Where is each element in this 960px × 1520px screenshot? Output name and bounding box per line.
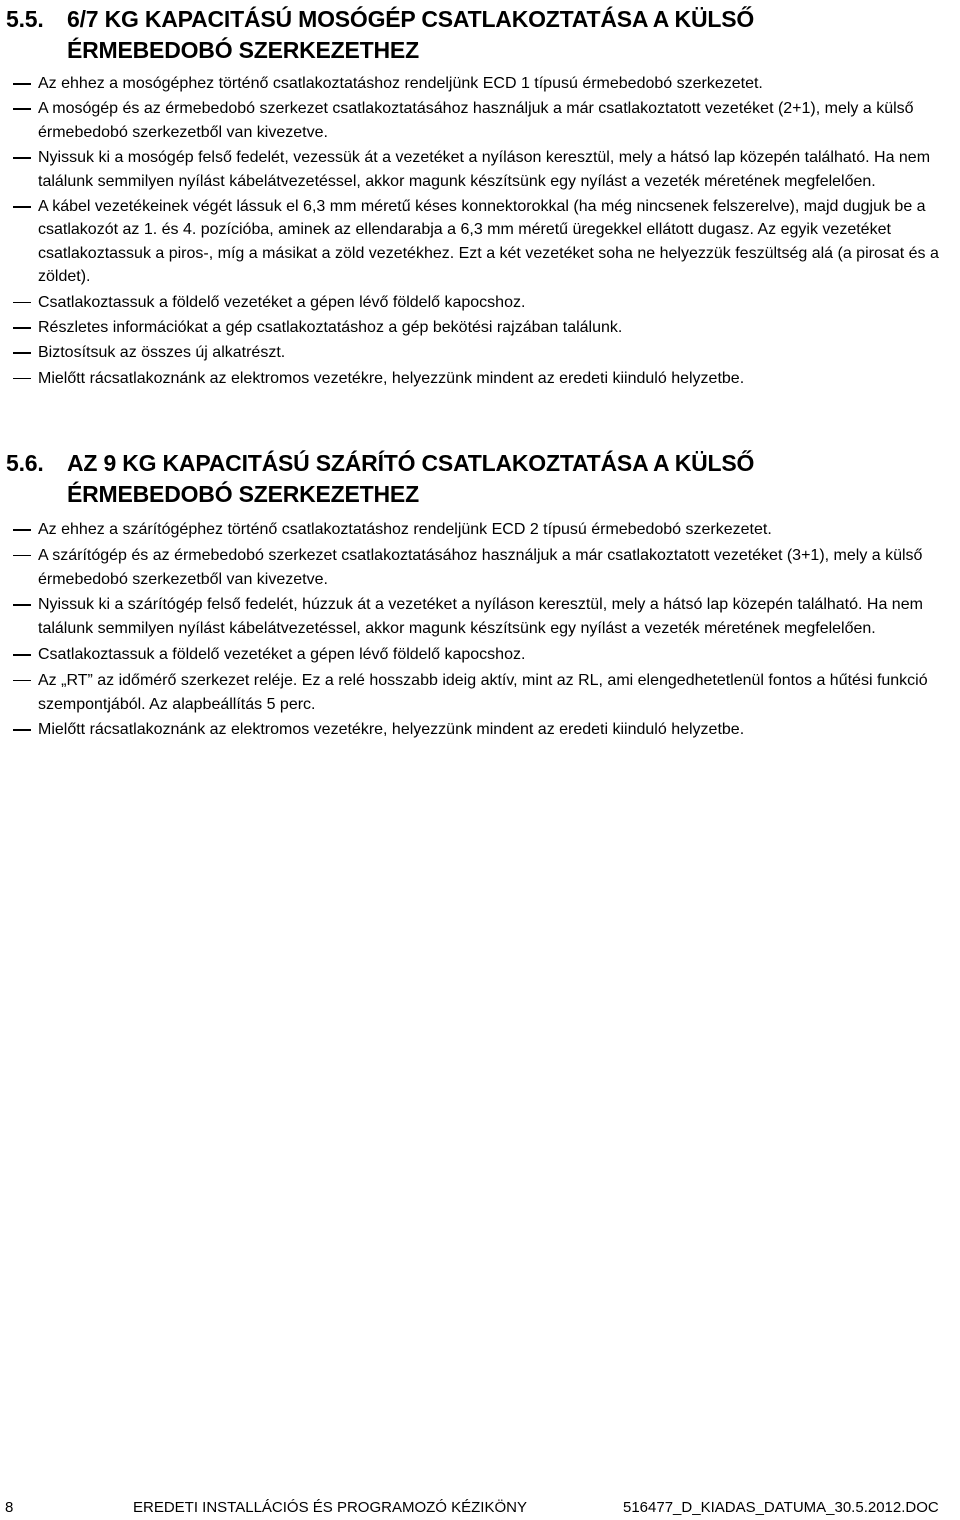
- dash-bullet: [13, 555, 31, 557]
- dash-bullet: [13, 680, 31, 682]
- dash-bullet: [13, 206, 31, 208]
- instruction-list: [0, 518, 960, 742]
- list-item: [0, 97, 960, 144]
- list-item: [0, 718, 960, 742]
- page-footer: [0, 1498, 960, 1518]
- list-item: [0, 669, 960, 717]
- section-title-line: ÉRMEBEDOBÓ SZERKEZETHEZ: [67, 481, 419, 507]
- list-item: [0, 72, 960, 95]
- list-item: [0, 544, 960, 592]
- list-item-text: A mosógép és az érmebedobó szerkezet csatlakoztatásához használjuk a már csatlakoztatott vezetéket (2+1), mely a külső érmebedobó szerkezetből van kivezetve.: [38, 100, 914, 141]
- list-item: [0, 643, 960, 667]
- list-item-text: Nyissuk ki a mosógép felső fedelét, vezessük át a vezetéket a nyíláson keresztül, mely a hátsó lap közepén található. Ha nem találunk semmilyen nyílást kábelátvezetéssel, akkor magunk készítsünk egy nyílást a vezeték méretének megfelelően.: [38, 149, 931, 190]
- list-item: [0, 195, 960, 289]
- dash-bullet: [13, 327, 31, 329]
- section-number: 5.6.: [6, 450, 44, 476]
- page-number: 8: [5, 1499, 14, 1516]
- section-title-line: AZ 9 KG KAPACITÁSÚ SZÁRÍTÓ CSATLAKOZTATÁSA A KÜLSŐ: [67, 450, 755, 476]
- list-item-text: Nyissuk ki a szárítógép felső fedelét, húzzuk át a vezetéket a nyíláson keresztül, mely a hátsó lap közepén található. Ha nem találunk semmilyen nyílást kábelátvezetéssel, akkor magunk készítsünk egy nyílást a vezeték méretének megfelelően.: [38, 596, 923, 638]
- list-item-text: A szárítógép és az érmebedobó szerkezet csatlakoztatásához használjuk a már csatlakoztatott vezetéket (3+1), mely a külső érmebedobó szerkezetből van kivezetve.: [38, 546, 923, 588]
- dash-bullet: [13, 529, 31, 531]
- section-title-line: 6/7 KG KAPACITÁSÚ MOSÓGÉP CSATLAKOZTATÁSA A KÜLSŐ: [67, 6, 755, 32]
- section-heading: [0, 4, 960, 66]
- list-item-text: Csatlakoztassuk a földelő vezetéket a gépen lévő földelő kapocshoz.: [38, 645, 526, 663]
- document-id: 516477_D_KIADAS_DATUMA_30.5.2012.DOC: [623, 1499, 939, 1516]
- dash-bullet: [13, 83, 31, 85]
- list-item-text: Az ehhez a mosógéphez történő csatlakoztatáshoz rendeljünk ECD 1 típusú érmebedobó szerkezetet.: [38, 75, 763, 92]
- dash-bullet: [13, 157, 31, 159]
- dash-bullet: [13, 729, 31, 731]
- list-item: [0, 341, 960, 364]
- section-title-line: ÉRMEBEDOBÓ SZERKEZETHEZ: [67, 37, 419, 63]
- list-item: [0, 593, 960, 641]
- list-item: [0, 291, 960, 314]
- dash-bullet: [13, 302, 31, 304]
- list-item-text: Részletes információkat a gép csatlakoztatáshoz a gép bekötési rajzában találunk.: [38, 319, 623, 337]
- dash-bullet: [13, 108, 31, 110]
- instruction-list: [0, 72, 960, 390]
- list-item-text: A kábel vezetékeinek végét lássuk el 6,3 mm méretű késes konnektorokkal (ha még nincsenek felszerelve), majd dugjuk be a csatlakozót az 1. és 4. pozícióba, aminek az ellendarabja a 6,3 mm méretű üregekkel ellátott dugasz. Az egyik vezetéket csatlakoztassuk a piros-, míg a másikat a zöld vezetékhez. Ezt a két vezetéket soha ne helyezzük feszültség alá (a pirosat és a zöldet).: [38, 198, 939, 286]
- list-item: [0, 367, 960, 390]
- list-item-text: Az „RT” az időmérő szerkezet reléje. Ez a relé hosszabb ideig aktív, mint az RL, ami elengedhetetlenül fontos a hűtési funkció szempontjából. Az alapbeállítás 5 perc.: [38, 671, 928, 713]
- list-item-text: Mielőtt rácsatlakoznánk az elektromos vezetékre, helyezzünk mindent az eredeti kiinduló helyzetbe.: [38, 369, 745, 387]
- list-item: [0, 146, 960, 193]
- section-number: 5.5.: [6, 6, 44, 32]
- dash-bullet: [13, 604, 31, 606]
- list-item-text: Biztosítsuk az összes új alkatrészt.: [38, 344, 286, 362]
- dash-bullet: [13, 378, 31, 380]
- dash-bullet: [13, 352, 31, 354]
- list-item-text: Az ehhez a szárítógéphez történő csatlakoztatáshoz rendeljünk ECD 2 típusú érmebedobó szerkezetet.: [38, 521, 772, 538]
- section-5-6: [0, 448, 960, 744]
- manual-title: EREDETI INSTALLÁCIÓS ÉS PROGRAMOZÓ KÉZIKÖNY: [133, 1499, 527, 1516]
- list-item-text: Csatlakoztassuk a földelő vezetéket a gépen lévő földelő kapocshoz.: [38, 293, 526, 311]
- list-item: [0, 518, 960, 542]
- section-5-5: [0, 4, 960, 392]
- section-heading: [0, 448, 960, 510]
- list-item-text: Mielőtt rácsatlakoznánk az elektromos vezetékre, helyezzünk mindent az eredeti kiinduló helyzetbe.: [38, 721, 745, 739]
- dash-bullet: [13, 654, 31, 656]
- list-item: [0, 316, 960, 339]
